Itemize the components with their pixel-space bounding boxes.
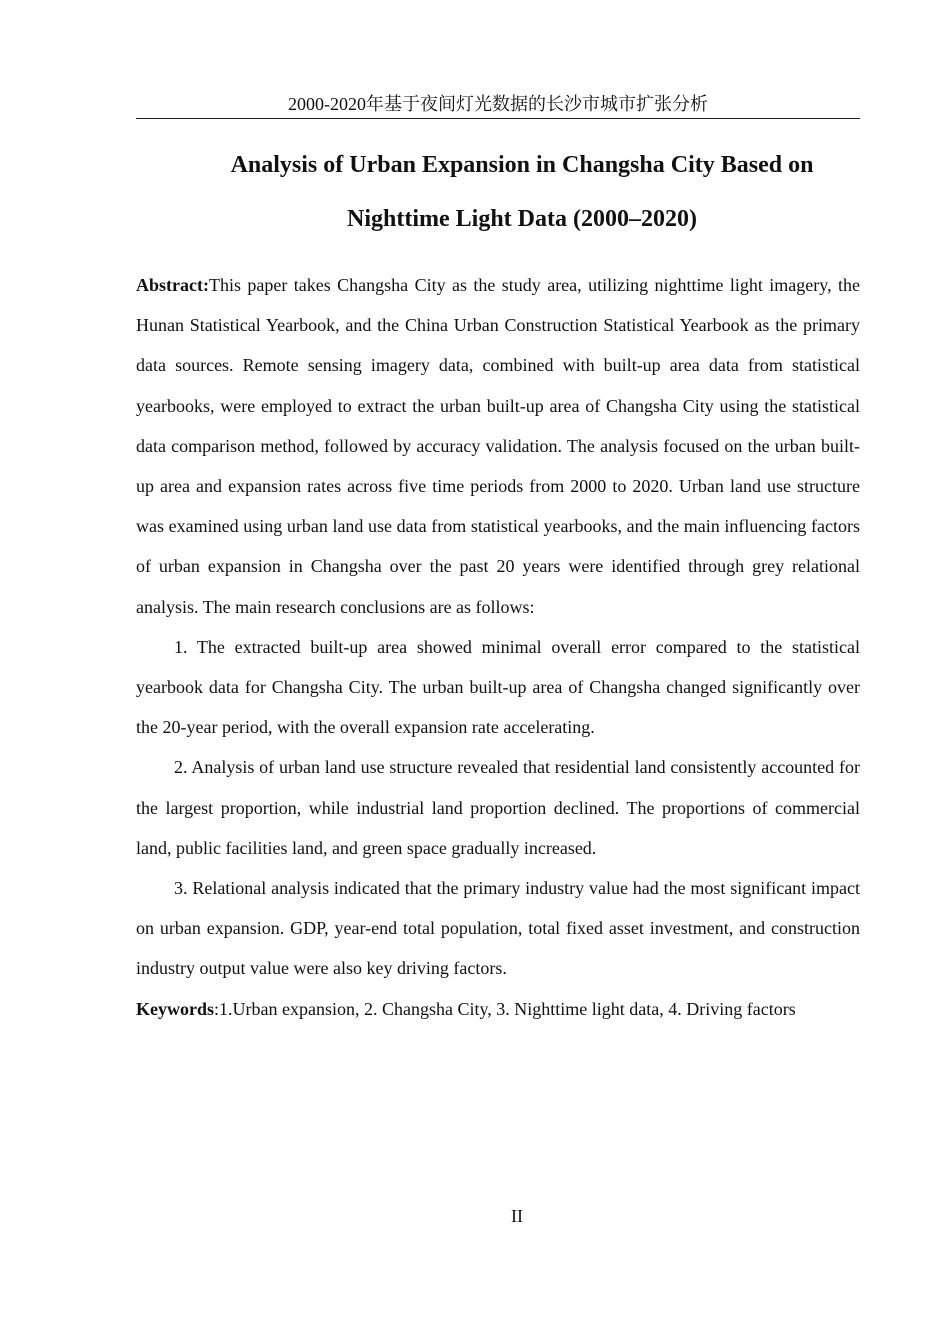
paper-title-line-2: Nighttime Light Data (2000–2020) <box>347 206 697 232</box>
page-number: II <box>511 1206 523 1226</box>
keywords-label: Keywords <box>136 998 214 1019</box>
abstract-label: Abstract: <box>136 275 209 295</box>
abstract-intro-text: This paper takes Changsha City as the study area, utilizing nighttime light imagery, the Hunan Statistical Yearbook, and the China Urban Construction Statistical Yearbook as the primary data sources. Remote sensing imagery data, combined with built-up area data from statistical yearbooks, were employed to extract the urban built-up area of Changsha City using the statistical data comparison method, followed by accuracy validation. The analysis focused on the urban built-up area and expansion rates across five time periods from 2000 to 2020. Urban land use structure was examined using urban land use data from statistical yearbooks, and the main influencing factors of urban expansion in Changsha over the past 20 years were identified through grey relational analysis. The main research conclusions are as follows: <box>136 275 860 617</box>
keywords-line <box>136 989 860 1029</box>
conclusion-1: 1. The extracted built-up area showed minimal overall error compared to the statistical yearbook data for Changsha City. The urban built-up area of Changsha changed significantly over the 20-year period, with the overall expansion rate accelerating. <box>136 636 860 738</box>
header-divider <box>136 118 860 119</box>
abstract-intro <box>136 265 860 627</box>
abstract-section <box>136 265 860 1029</box>
paper-title <box>136 138 908 246</box>
keywords-text: :1.Urban expansion, 2. Changsha City, 3. Nighttime light data, 4. Driving factors <box>214 998 796 1019</box>
conclusion-3: 3. Relational analysis indicated that the primary industry value had the most significant impact on urban expansion. GDP, year-end total population, total fixed asset investment, and construction industry output value were also key driving factors. <box>136 878 860 979</box>
paper-title-line-1: Analysis of Urban Expansion in Changsha City Based on <box>230 152 814 178</box>
conclusion-2: 2. Analysis of urban land use structure revealed that residential land consistently accounted for the largest proportion, while industrial land proportion declined. The proportions of commercial land, public facilities land, and green space gradually increased. <box>136 757 860 858</box>
running-header: 2000-2020年基于夜间灯光数据的长沙市城市扩张分析 <box>288 94 708 114</box>
